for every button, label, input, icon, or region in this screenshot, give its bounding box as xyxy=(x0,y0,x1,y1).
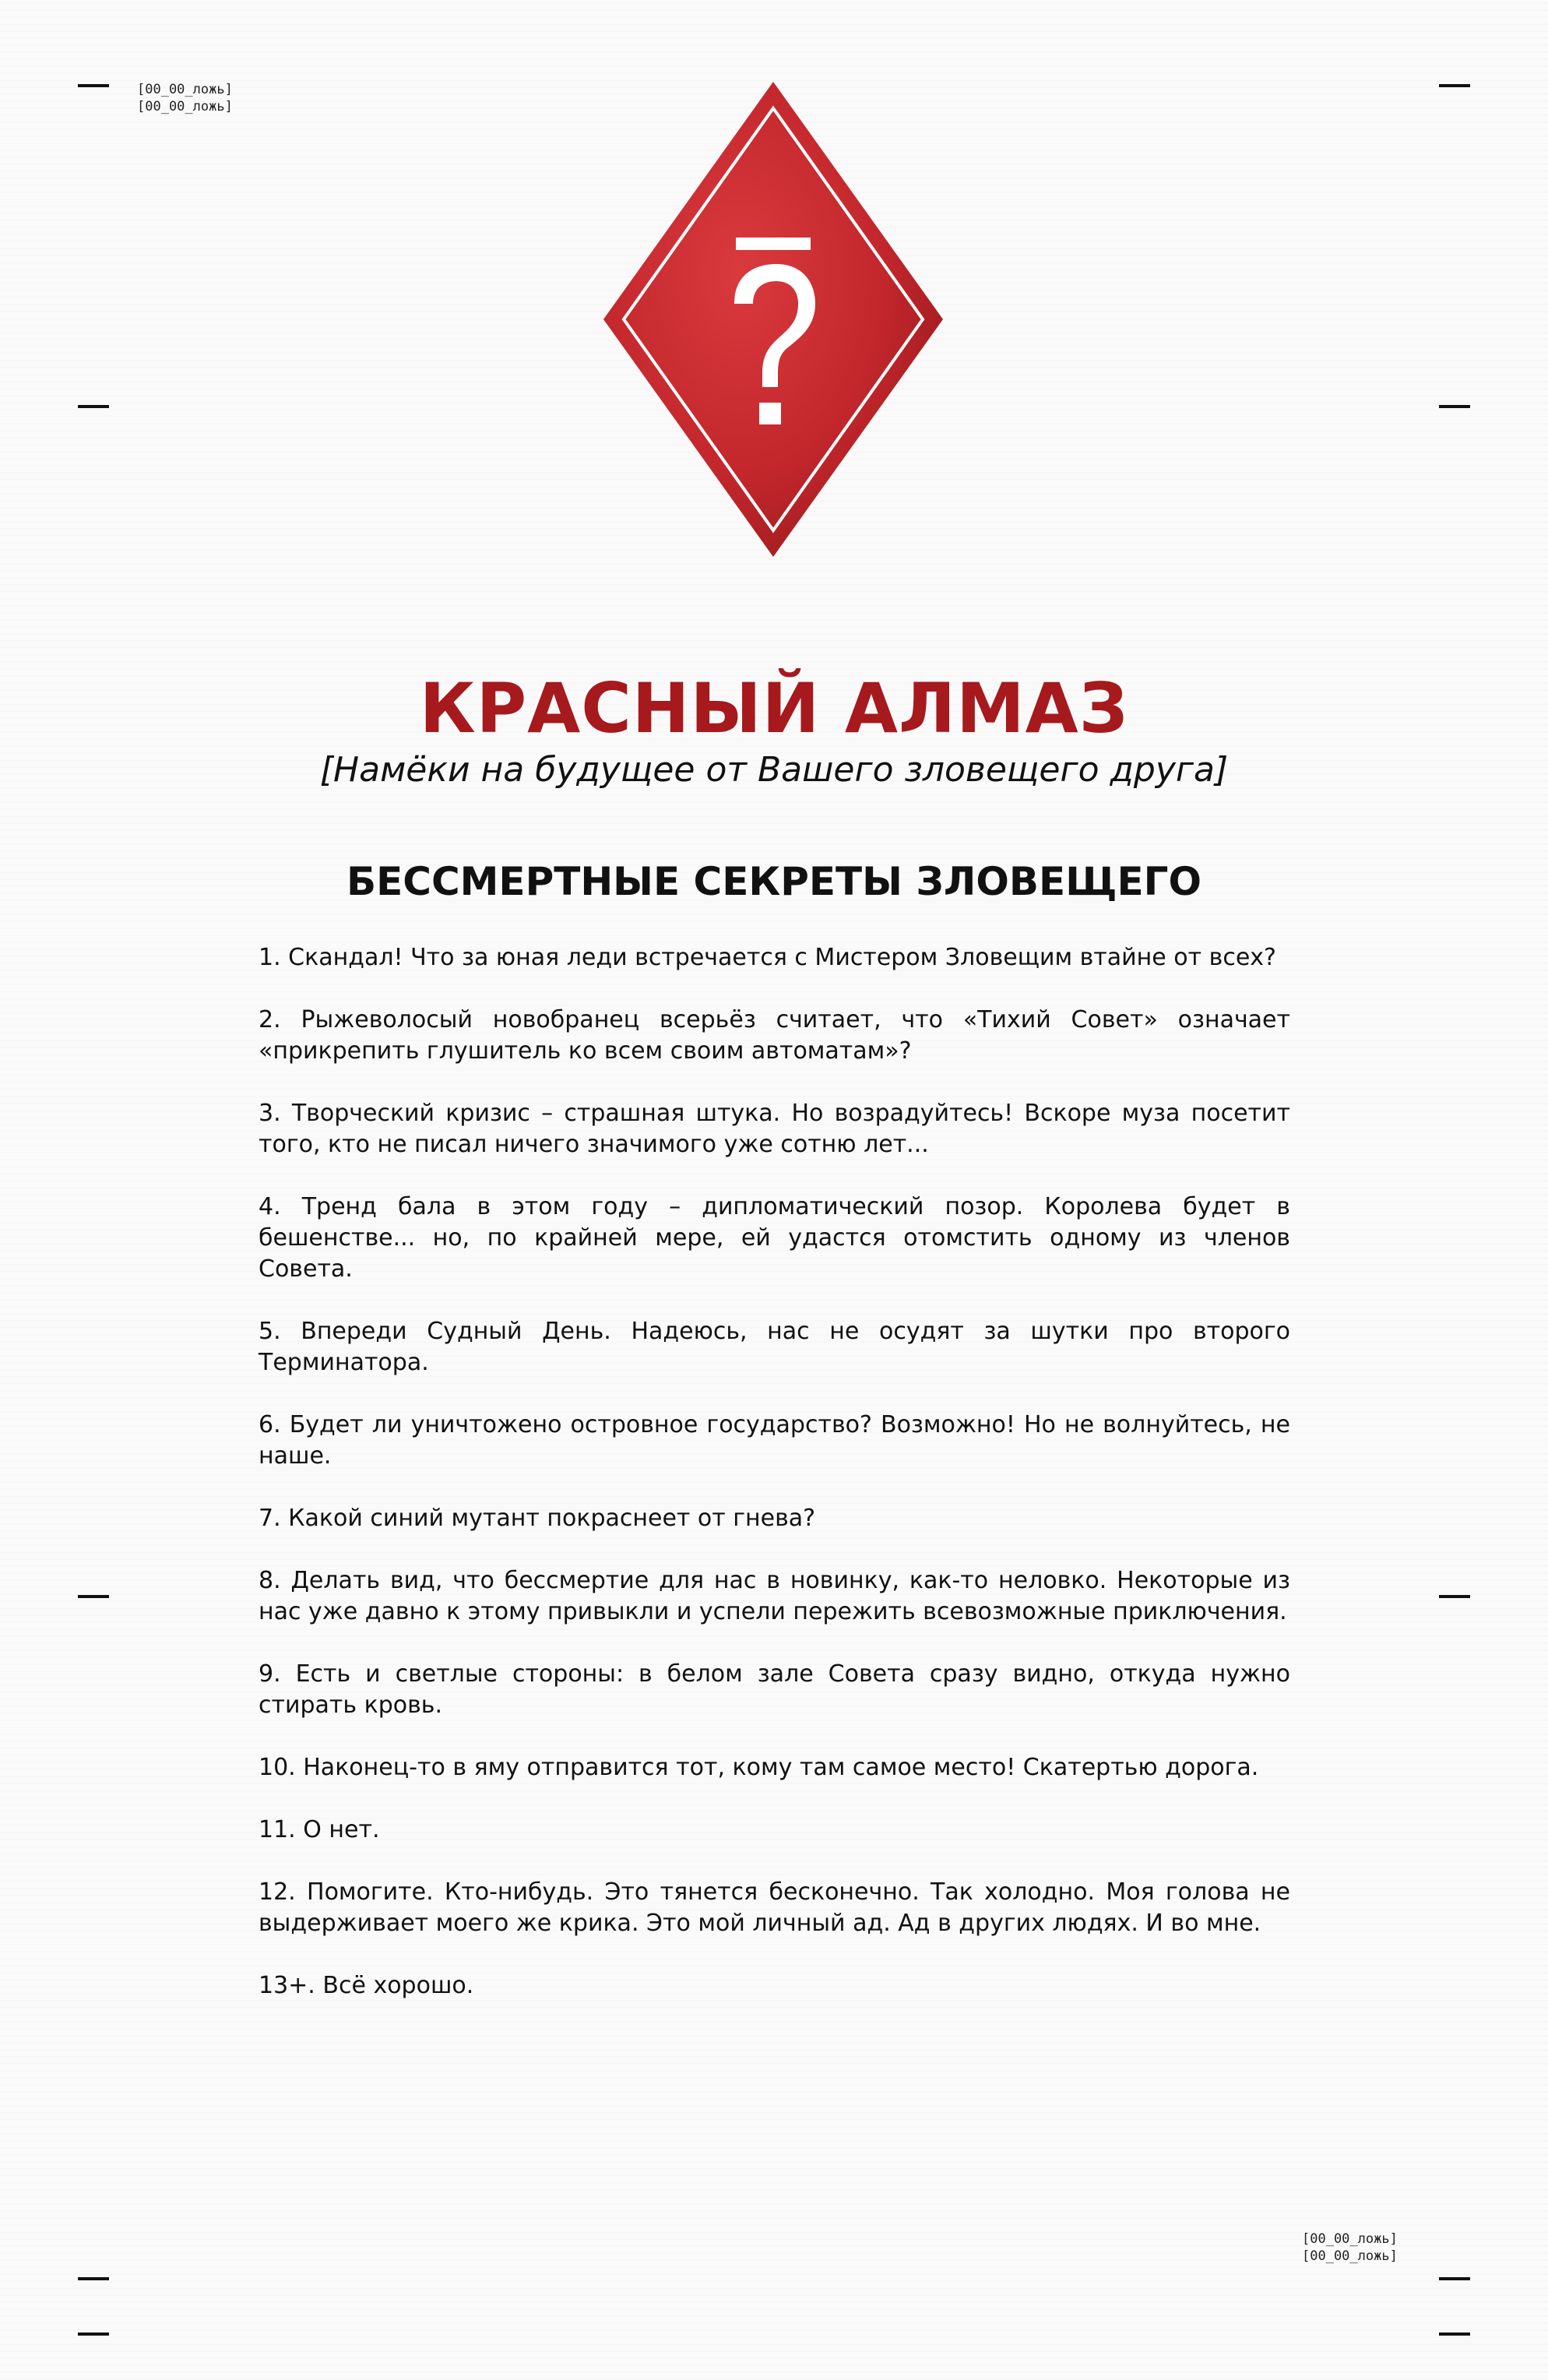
page-subtitle: [Намёки на будущее от Вашего зловещего друга] xyxy=(319,750,1229,790)
crop-mark xyxy=(78,2332,109,2336)
corner-tag-line: [00_00_ложь] xyxy=(137,82,233,97)
section-heading: БЕССМЕРТНЫЕ СЕКРЕТЫ ЗЛОВЕЩЕГО xyxy=(347,859,1201,904)
corner-tag-line: [00_00_ложь] xyxy=(1302,2248,1398,2264)
crop-mark xyxy=(1439,2332,1470,2336)
list-item: 9. Есть и светлые стороны: в белом зале Совета сразу видно, откуда нужно стирать кровь. xyxy=(259,1660,1290,1719)
list-item: 12. Помогите. Кто-нибудь. Это тянется бесконечно. Так холодно. Моя голова не выдерживает моего же крика. Это мой личный ад. Ад в других людях. И во мне. xyxy=(259,1878,1290,1937)
list-item: 6. Будет ли уничтожено островное государство? Возможно! Но не волнуйтесь, не наше. xyxy=(259,1411,1290,1470)
list-item: 4. Тренд бала в этом году – дипломатический позор. Королева будет в бешенстве... но, по крайней мере, ей удастся отомстить одному из членов Совета. xyxy=(259,1193,1290,1283)
crop-mark xyxy=(78,1595,109,1598)
corner-tag-line: [00_00_ложь] xyxy=(137,99,233,114)
crop-mark xyxy=(1439,405,1470,408)
list-item: 8. Делать вид, что бессмертие для нас в новинку, как-то неловко. Некоторые из нас уже давно к этому привыкли и успели пережить всевозможные приключения. xyxy=(259,1567,1290,1625)
corner-tag-top-left xyxy=(137,81,233,115)
page-title: КРАСНЫЙ АЛМАЗ xyxy=(419,668,1129,748)
corner-tag-line: [00_00_ложь] xyxy=(1302,2231,1398,2247)
crop-mark xyxy=(78,405,109,408)
list-item: 3. Творческий кризис – страшная штука. Но возрадуйтесь! Вскоре муза посетит того, кто не писал ничего значимого уже сотню лет... xyxy=(259,1100,1290,1158)
crop-mark xyxy=(78,84,109,87)
secrets-list xyxy=(259,942,1290,2033)
list-item: 1. Скандал! Что за юная леди встречается с Мистером Зловещим втайне от всех? xyxy=(259,944,1276,971)
crop-mark xyxy=(78,2277,109,2280)
question-mark-diamond-icon xyxy=(603,82,943,557)
crop-mark xyxy=(1439,2277,1470,2280)
crop-mark xyxy=(1439,84,1470,87)
list-item: 2. Рыжеволосый новобранец всерьёз считает, что «Тихий Совет» означает «прикрепить глушитель ко всем своим автоматам»? xyxy=(259,1006,1290,1065)
list-item: 10. Наконец-то в яму отправится тот, кому там самое место! Скатертью дорога. xyxy=(259,1754,1259,1781)
corner-tag-bottom-right xyxy=(1302,2230,1398,2265)
list-item: 7. Какой синий мутант покраснеет от гнева? xyxy=(259,1505,816,1532)
crop-mark xyxy=(1439,1595,1470,1598)
list-item: 13+. Всё хорошо. xyxy=(259,1972,474,1999)
list-item: 5. Впереди Судный День. Надеюсь, нас не осудят за шутки про второго Терминатора. xyxy=(259,1318,1290,1376)
list-item: 11. О нет. xyxy=(259,1816,380,1843)
